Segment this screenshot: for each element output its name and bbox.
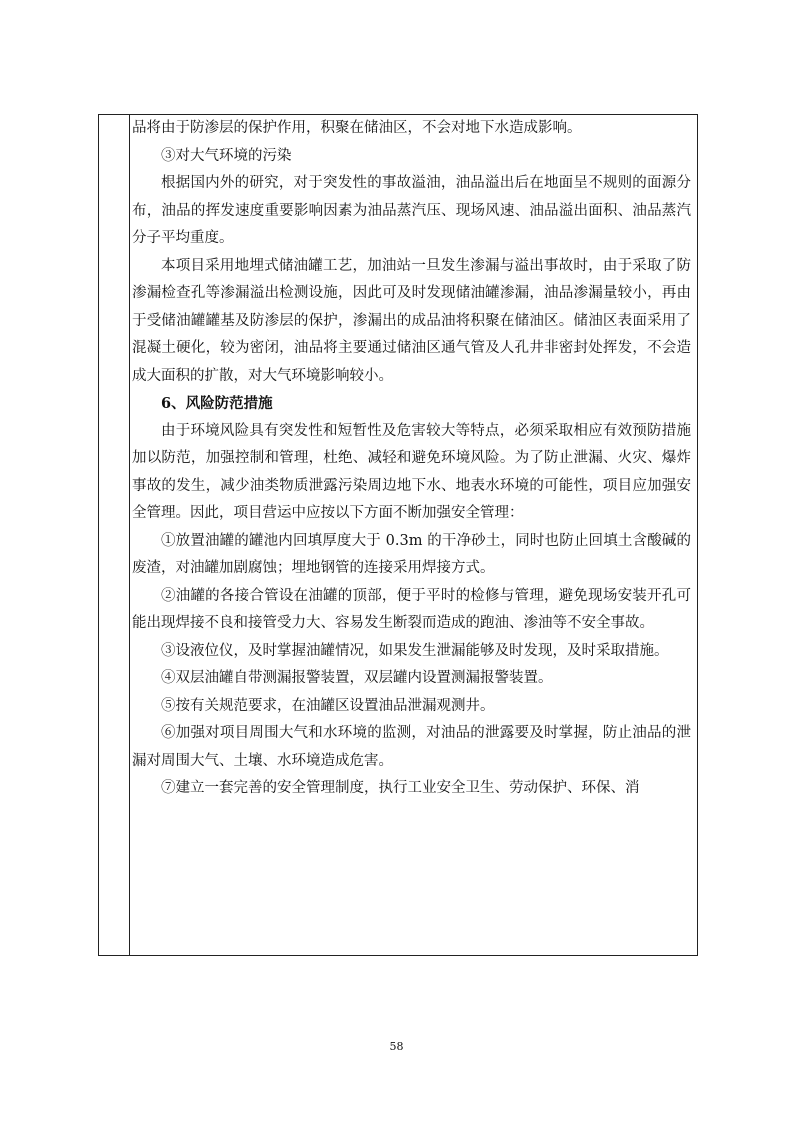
section-heading-risk-prevention: 6、风险防范措施: [161, 395, 273, 412]
measure-item-2: ②油罐的各接合管设在油罐的顶部，便于平时的检修与管理，避免现场安装开孔可能出现焊接不良和接管受力大、容易发生断裂而造成的跑油、渗油等不安全事故。: [132, 587, 691, 631]
measure-item-3: ③设液位仪，及时掌握油罐情况，如果发生泄漏能够及时发现，及时采取措施。: [161, 642, 669, 659]
measure-item-7: ⑦建立一套完善的安全管理制度，执行工业安全卫生、劳动保护、环保、消: [161, 780, 640, 796]
measure-item-5: ⑤按有关规范要求，在油罐区设置油品泄漏观测井。: [161, 697, 495, 714]
text-cell: [132, 115, 691, 803]
paragraph-continuation: 品将由于防渗层的保护作用，积聚在储油区，不会对地下水造成影响。: [132, 120, 582, 136]
measure-item-4: ④双层油罐自带测漏报警装置，双层罐内设置测漏报警装置。: [161, 670, 553, 686]
paragraph-risk-intro: 由于环境风险具有突发性和短暂性及危害较大等特点，必须采取相应有效预防措施加以防范，加强控制和管理，杜绝、减轻和避免环境风险。为了防止泄漏、火灾、爆炸事故的发生，减少油类物质泄露污染周边地下水、地表水环境的可能性，项目应加强安全管理。因此，项目营运中应按以下方面不断加强安全管理：: [132, 422, 691, 521]
subheading-air-pollution: ③对大气环境的污染: [161, 147, 292, 164]
measure-item-6: ⑥加强对项目周围大气和水环境的监测，对油品的泄露要及时掌握，防止油品的泄漏对周围大气、土壤、水环境造成危害。: [132, 725, 691, 769]
column-divider: [129, 115, 130, 955]
measure-item-1: ①放置油罐的罐池内回填厚度大于 0.3m 的干净砂土，同时也防止回填土含酸碱的废渣，对油罐加剧腐蚀；埋地钢管的连接采用焊接方式。: [132, 532, 691, 576]
content-table: [98, 114, 698, 956]
paragraph-research: 根据国内外的研究，对于突发性的事故溢油，油品溢出后在地面呈不规则的面源分布，油品的挥发速度重要影响因素为油品蒸汽压、现场风速、油品溢出面积、油品蒸汽分子平均重度。: [132, 175, 691, 246]
page-number: 58: [389, 1040, 404, 1053]
paragraph-underground-tank: 本项目采用地埋式储油罐工艺，加油站一旦发生渗漏与溢出事故时，由于采取了防渗漏检查孔等渗漏溢出检测设施，因此可及时发现储油罐渗漏，油品渗漏量较小，再由于受储油罐罐基及防渗层的保护，渗漏出的成品油将积聚在储油区。储油区表面采用了混凝土硬化，较为密闭，油品将主要通过储油区通气管及人孔井非密封处挥发，不会造成大面积的扩散，对大气环境影响较小。: [132, 257, 691, 384]
